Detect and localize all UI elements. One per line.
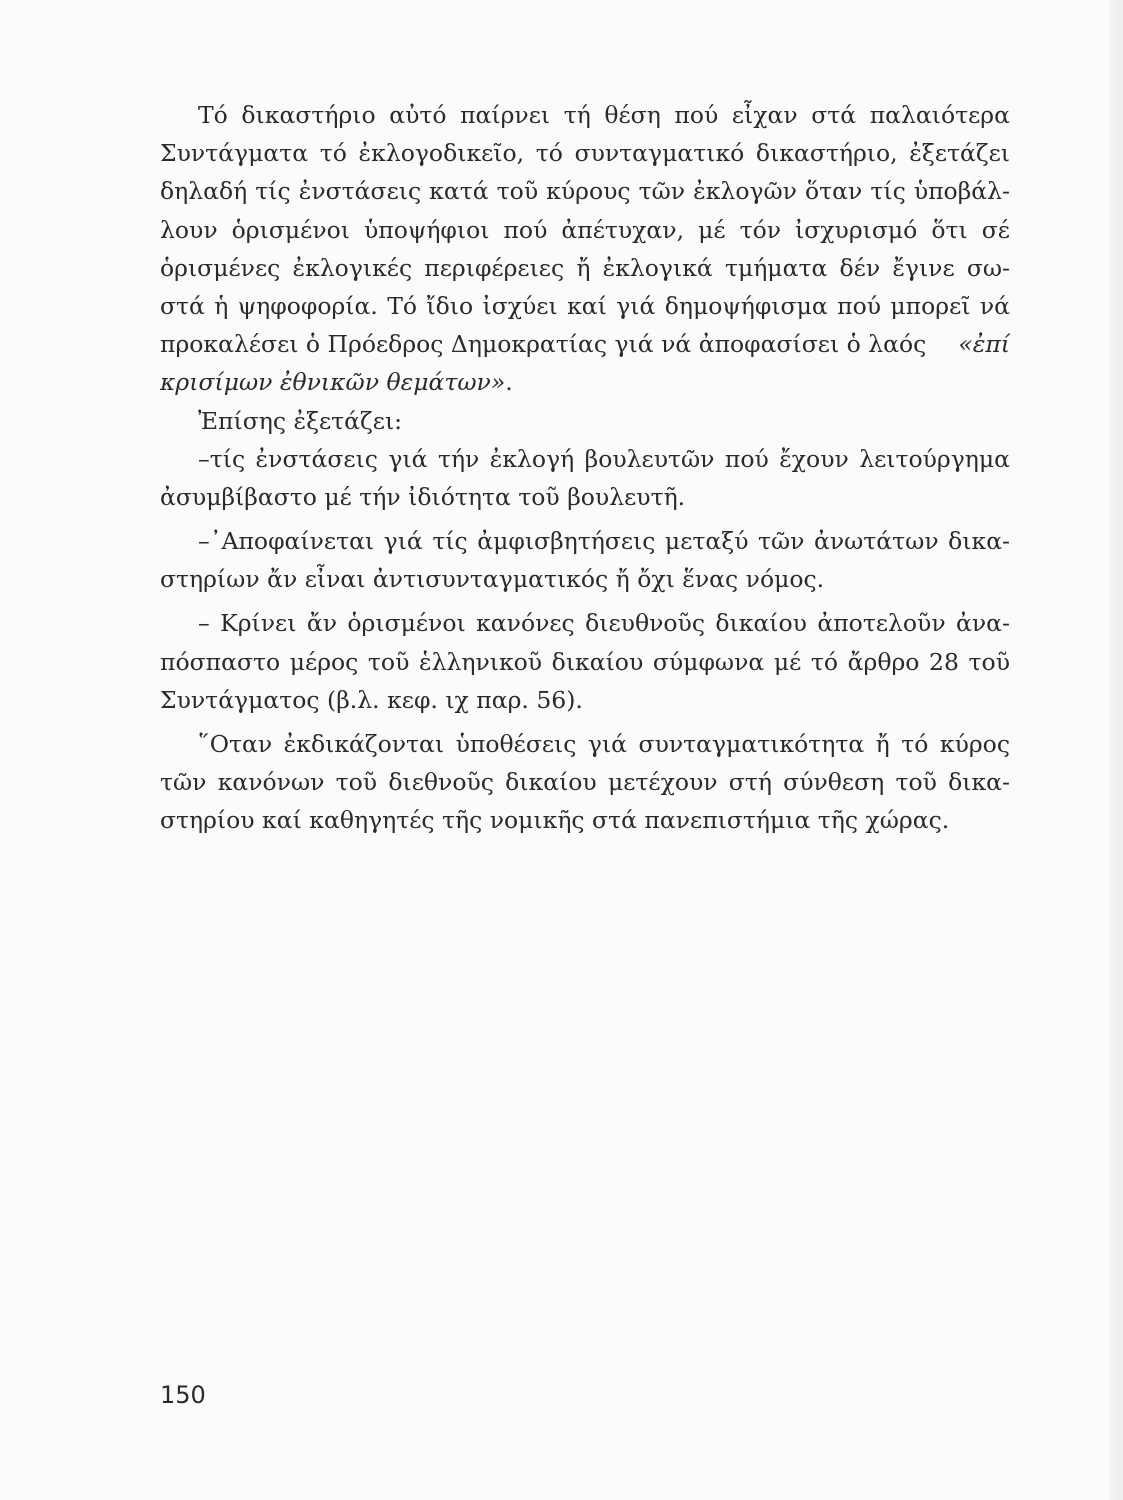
page-edge-shadow (1109, 0, 1123, 1500)
text-line-11: ἀσυμβίβαστο μέ τήν ἰδιότητα τοῦ βουλευτῆ. (160, 482, 686, 511)
text-line-3: δηλαδή τίς ἐνστάσεις κατά τοῦ κύρους τῶν ἐκλογῶν ὅταν τίς ὑποβάλ- (160, 177, 1010, 206)
text-line-7-main: προκαλέσει ὁ Πρόεδρος Δημοκρατίας γιά νά ἀποφασίσει ὁ λαός (160, 330, 927, 359)
text-line-16: Συντάγματος (β.λ. κεφ. ιχ παρ. 56). (160, 685, 583, 714)
text-line-9: Ἐπίσης ἐξετάζει: (198, 406, 403, 435)
text-line-4: λουν ὁρισμένοι ὑποψήφιοι πού ἀπέτυχαν, μέ τόν ἰσχυρισμό ὅτι σέ (160, 215, 1010, 244)
text-line-2: Συντάγματα τό ἐκλογοδικεῖο, τό συνταγματικό δικαστήριο, ἐξετάζει (160, 139, 1010, 168)
text-line-12: –᾿Αποφαίνεται γιά τίς ἀμφισβητήσεις μεταξύ τῶν ἀνωτάτων δικα- (198, 527, 1010, 556)
text-line-1: Τό δικαστήριο αὐτό παίρνει τή θέση πού εἶχαν στά παλαιότερα (198, 101, 1010, 129)
body-text (160, 96, 1010, 840)
text-line-8-quote: κρισίμων ἐθνικῶν θεμάτων» (160, 368, 506, 397)
text-line-7-quote: «ἐπί (958, 330, 1010, 359)
text-line-13: στηρίων ἄν εἶναι ἀντισυνταγματικός ἤ ὄχι ἕνας νόμος. (160, 565, 825, 594)
text-line-17: ῞Οταν ἐκδικάζονται ὑποθέσεις γιά συνταγματικότητα ἤ τό κύρος (198, 730, 1010, 758)
text-line-18: τῶν κανόνων τοῦ διεθνοῦς δικαίου μετέχουν στή σύνθεση τοῦ δικα- (160, 768, 1010, 797)
text-line-14: – Κρίνει ἄν ὁρισμένοι κανόνες διευθνοῦς δικαίου ἀποτελοῦν ἀνα- (198, 609, 1010, 638)
text-line-19: στηρίου καί καθηγητές τῆς νομικῆς στά πανεπιστήμια τῆς χώρας. (160, 806, 950, 835)
text-line-8 (160, 363, 1010, 401)
text-line-10: –τίς ἐνστάσεις γιά τήν ἐκλογή βουλευτῶν πού ἔχουν λειτούργημα (198, 444, 1010, 473)
page-number: 150 (160, 1381, 206, 1409)
text-line-5: ὁρισμένες ἐκλογικές περιφέρειες ἤ ἐκλογικά τμήματα δέν ἔγινε σω- (160, 253, 1010, 282)
text-line-7 (160, 325, 1010, 363)
text-line-8-period: . (505, 368, 513, 397)
text-line-15: πόσπαστο μέρος τοῦ ἑλληνικοῦ δικαίου σύμφωνα μέ τό ἄρθρο 28 τοῦ (160, 647, 1010, 676)
text-line-6: στά ἡ ψηφοφορία. Τό ἴδιο ἰσχύει καί γιά δημοψήφισμα πού μπορεῖ νά (160, 291, 1010, 320)
